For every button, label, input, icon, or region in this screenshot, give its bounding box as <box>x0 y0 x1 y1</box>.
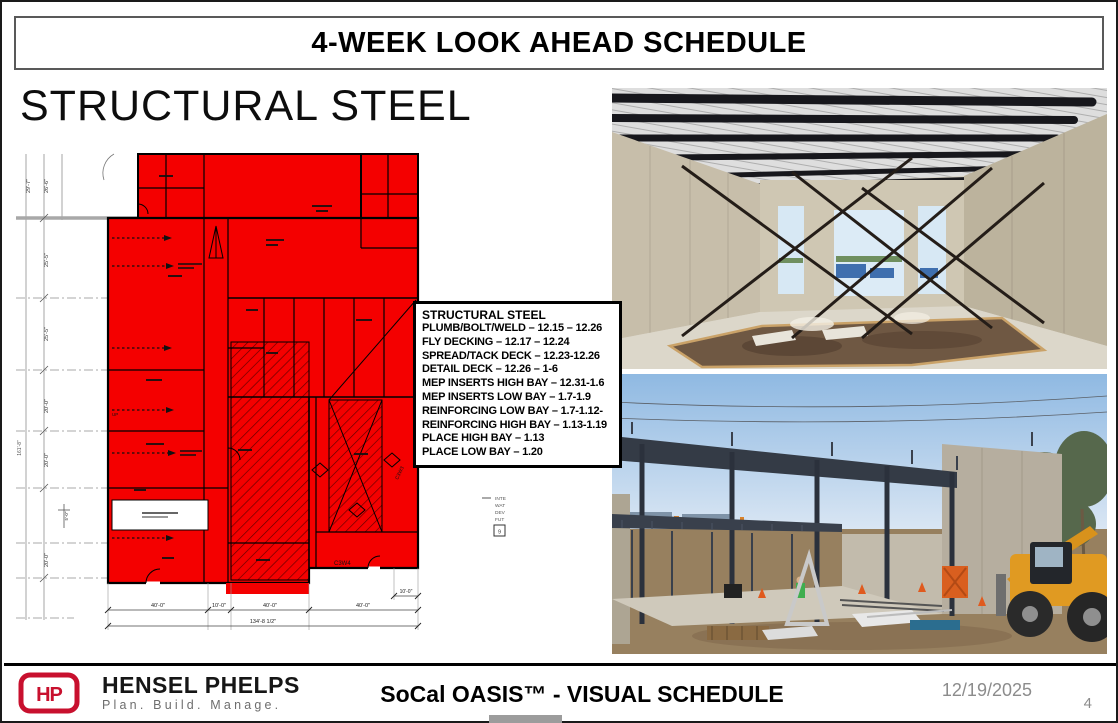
plan-legend <box>482 496 506 536</box>
title-box <box>14 16 1104 70</box>
schedule-item: DETAIL DECK – 12.26 – 1-6 <box>422 363 558 376</box>
dim-label: 20'-0" <box>44 398 50 414</box>
logo-monogram: HP <box>36 684 62 706</box>
dim-label: 20'-0" <box>44 452 50 468</box>
dim-label: 10'-0" <box>399 589 413 595</box>
schedule-item: MEP INSERTS HIGH BAY – 12.31-1.6 <box>422 377 605 390</box>
schedule-text-box <box>413 301 622 468</box>
legend-line: DEV <box>495 511 505 516</box>
brand-tagline: Plan. Build. Manage. <box>102 698 282 712</box>
plan-white-room <box>112 500 208 530</box>
schedule-item: REINFORCING HIGH BAY – 1.13-1.19 <box>422 418 607 431</box>
footer-date: 12/19/2025 <box>941 680 1032 700</box>
dim-label: 40'-0" <box>150 603 166 609</box>
bottom-scrollbar-thumb[interactable] <box>489 715 562 723</box>
legend-line: FUT <box>495 518 505 523</box>
dim-label: 26'-6" <box>44 178 50 194</box>
legend-line: INTE <box>495 497 506 502</box>
up-label: UP <box>112 412 119 417</box>
panel-label: C3W4 <box>334 561 351 567</box>
footer-title: SoCal OASIS™ - VISUAL SCHEDULE <box>380 681 784 707</box>
page-number: 4 <box>1083 695 1092 712</box>
schedule-item: PLACE HIGH BAY – 1.13 <box>422 432 545 445</box>
schedule-item: REINFORCING LOW BAY – 1.7-1.12- <box>422 404 603 417</box>
dim-label: 10'-0" <box>211 603 227 609</box>
plan-left-dimension-labels <box>17 179 69 567</box>
section-heading: STRUCTURAL STEEL <box>20 82 472 130</box>
dim-total-label: 161'-8" <box>17 440 23 456</box>
photo-steel-frame-exterior-illustration <box>612 374 1107 654</box>
photo-steel-deck-interior-illustration <box>612 88 1107 369</box>
dim-label: 29'-7" <box>26 178 32 194</box>
page-title: 4-WEEK LOOK AHEAD SCHEDULE <box>311 26 807 59</box>
dim-total-label: 134'-8 1/2" <box>249 619 277 625</box>
dim-label: 20'-0" <box>44 552 50 568</box>
schedule-item: MEP INSERTS LOW BAY – 1.7-1.9 <box>422 390 591 403</box>
photo-steel-deck-interior <box>612 88 1107 369</box>
schedule-item: PLUMB/BOLT/WELD – 12.15 – 12.26 <box>422 322 603 334</box>
dim-label: 25'-5" <box>44 326 50 342</box>
photo-steel-frame-exterior <box>612 374 1107 654</box>
brand-name: HENSEL PHELPS <box>102 672 300 698</box>
schedule-item: FLY DECKING – 12.17 – 12.24 <box>422 335 570 348</box>
legend-box-number: 9 <box>497 529 502 536</box>
legend-line: WAT <box>495 504 506 509</box>
plan-building <box>108 154 418 594</box>
dim-label: 40'-0" <box>355 603 371 609</box>
schedule-heading: STRUCTURAL STEEL <box>422 308 546 322</box>
dim-label: 25'-5" <box>44 252 50 268</box>
panel-label: C3W3 <box>394 465 406 481</box>
dim-label: 40'-0" <box>262 603 278 609</box>
schedule-item: PLACE LOW BAY – 1.20 <box>422 446 543 459</box>
hensel-phelps-logo-icon <box>18 672 80 714</box>
schedule-item: SPREAD/TACK DECK – 12.23-12.26 <box>422 349 600 362</box>
hensel-phelps-logo <box>18 672 80 719</box>
dim-label: 5'-0" <box>64 511 69 521</box>
footer-divider <box>4 663 1118 666</box>
brand-block <box>102 673 300 713</box>
